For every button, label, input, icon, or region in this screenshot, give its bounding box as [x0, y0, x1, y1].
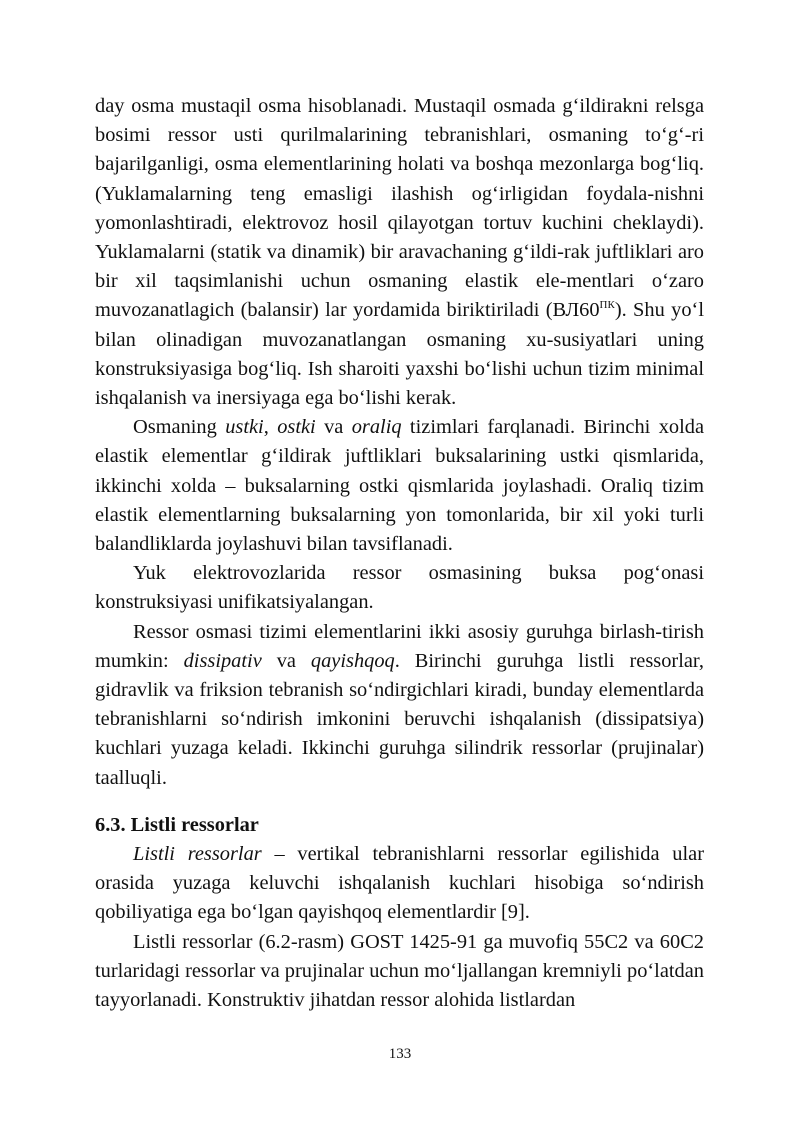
paragraph-6: Listli ressorlar (6.2-rasm) GOST 1425-91 ga muvofiq 55C2 va 60C2 turlaridagi ressorlar va prujinalar uchun mo‘ljallangan kremniyli po‘latdan tayyorlanadi. Konstruktiv jihatdan ressor alohida listlardan — [95, 930, 704, 1012]
term-ustki: ustki — [225, 416, 264, 439]
term-oraliq: oraliq — [351, 416, 402, 439]
paragraph-4-text-b: va — [261, 649, 311, 672]
paragraph-1 — [95, 92, 704, 413]
paragraph-2-text-a: Osmaning — [133, 416, 226, 439]
paragraph-4-text-c: . Birinchi guruhga listli ressorlar, gidravlik va friksion tebranish so‘ndirgichlari kiradi, bunday elementlarda tebranishlarni so‘ndirish imkonini beruvchi ishqalanish (dissipatsiya) kuchlari yuzaga keladi. Ikkinchi guruhga silindrik ressorlar (prujinalar) taalluqli. — [95, 649, 704, 789]
paragraph-2-text-b: , — [263, 416, 278, 439]
paragraph-3: Yuk elektrovozlarida ressor osmasining buksa pog‘onasi konstruksiyasi unifikatsiyalangan. — [95, 562, 704, 614]
term-listli-ressorlar: Listli ressorlar – — [133, 843, 285, 866]
superscript-pk: ПК — [599, 298, 615, 311]
page-number: 133 — [388, 1046, 412, 1062]
term-qayishqoq: qayishqoq — [310, 649, 395, 672]
section-heading: 6.3. Listli ressorlar — [95, 813, 259, 836]
term-ostki: ostki — [277, 416, 316, 439]
paragraph-5 — [95, 840, 704, 928]
paragraph-2 — [95, 413, 704, 559]
paragraph-1-text-b: ). Shu yo‘l bilan olinadigan muvozanatlangan osmaning xu-susiyatlari uning konstruksiyasiga bog‘liq. Ish sharoiti yaxshi bo‘lishi uchun tizim minimal ishqalanish va inersiyaga ega bo‘lishi kerak. — [95, 299, 704, 410]
paragraph-2-text-d: tizimlari farqlanadi. Birinchi xolda elastik elementlar g‘ildirak juftliklari buksalarining ustki qismlarida, ikkinchi xolda – buksalarning ostki qismlarida joylashadi. Oraliq tizim elastik elementlarning buksalarning yon tomonlarida, bir xil yoki turli balandliklarda joylashuvi bilan tavsiflanadi. — [95, 416, 704, 556]
paragraph-4-text-a: Ressor osmasi tizimi elementlarini ikki asosiy guruhga birlash-tirish mumkin: — [95, 620, 704, 672]
paragraph-2-text-c: va — [315, 416, 352, 439]
page-body — [95, 92, 704, 1015]
paragraph-1-text-a: day osma mustaqil osma hisoblanadi. Mustaqil osmada g‘ildirakni relsga bosimi ressor usti qurilmalarining tebranishlari, osmaning to‘g‘-ri bajarilganligi, osma elementlarining holati va boshqa mezonlarga bog‘liq. (Yuklamalarning teng emasligi ilashish og‘irligidan foydala-nishni yomonlashtiradi, elektrovoz hosil qilayotgan tortuv kuchini cheklaydi). Yuklamalarni (statik va dinamik) bir aravachaning g‘ildi-rak juftliklari aro bir xil taqsimlanishi uchun osmaning elastik ele-mentlari o‘zaro muvozanatlagich (balansir) lar yordamida biriktiriladi (ВЛ60 — [95, 95, 704, 322]
term-dissipativ: dissipativ — [183, 649, 262, 672]
paragraph-4 — [95, 618, 704, 793]
paragraph-5-text-a: vertikal tebranishlarni ressorlar egilishida ular orasida yuzaga keluvchi ishqalanish kuchlari hisobiga so‘ndirish qobiliyatiga ega bo‘lgan qayishqoq elementlardir [9]. — [95, 843, 705, 924]
